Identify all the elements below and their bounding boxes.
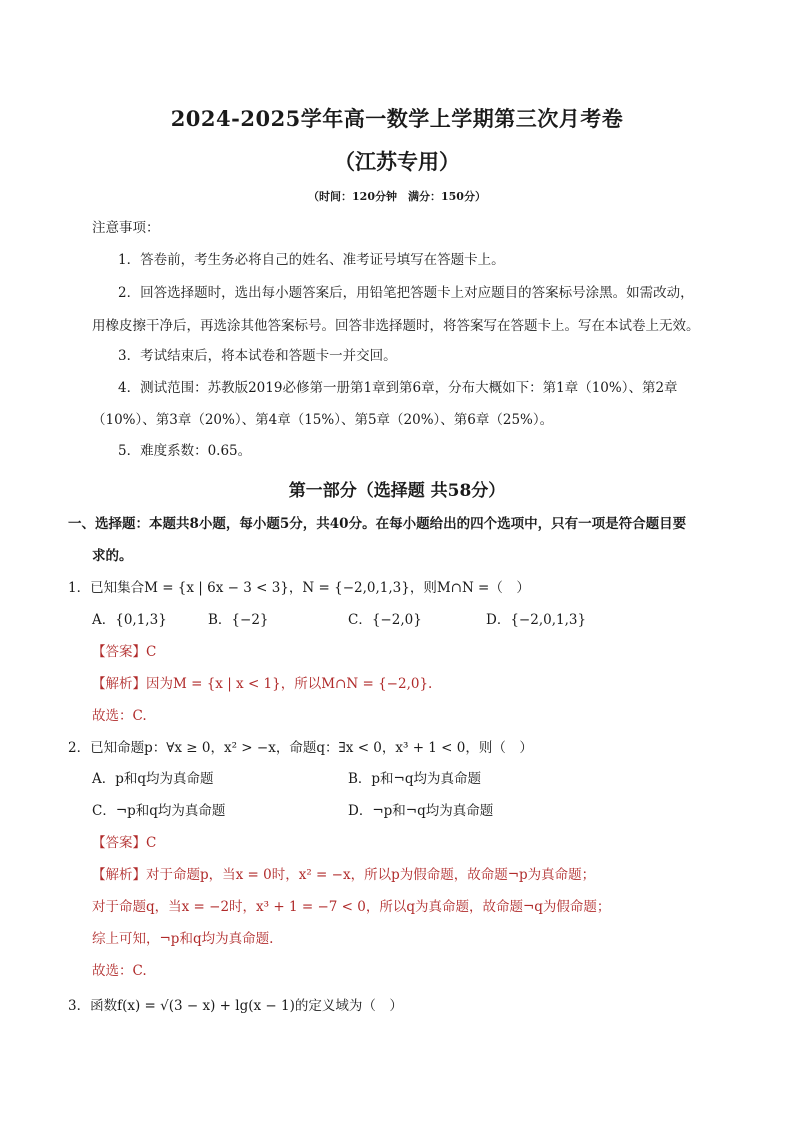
question-1-analysis: 【解析】因为M = {x | x < 1}，所以M∩N = {−2,0}. [92,676,433,692]
question-1-option-b: B．{−2} [208,612,269,628]
exam-title: 2024-2025学年高一数学上学期第三次月考卷 [170,106,624,131]
note-item: 4．测试范围：苏教版2019必修第一册第1章到第6章，分布大概如下：第1章（10%）、第2章 [118,380,678,396]
note-item: （10%）、第3章（20%）、第4章（15%）、第5章（20%）、第6章（25%）。 [92,412,554,428]
note-item: 5．难度系数：0.65。 [118,443,252,459]
question-1-answer: 【答案】C [92,644,157,660]
exam-subtitle: （江苏专用） [334,149,460,174]
note-item: 2．回答选择题时，选出每小题答案后，用铅笔把答题卡上对应题目的答案标号涂黑。如需改动， [118,285,694,301]
part1-instruction: 一、选择题：本题共8小题，每小题5分，共40分。在每小题给出的四个选项中，只有一项是符合题目要 [68,516,687,532]
question-2-analysis-2: 对于命题q，当x = −2时，x³ + 1 = −7 < 0，所以q为真命题，故命题¬q为假命题； [92,899,611,915]
question-1-stem: 1．已知集合M = {x | 6x − 3 < 3}，N = {−2,0,1,3}，则M∩N =（ ） [68,580,530,596]
question-2-option-a: A．p和q均为真命题 [92,771,214,787]
question-2-stem: 2．已知命题p：∀x ≥ 0，x² > −x，命题q：∃x < 0，x³ + 1 < 0，则（ ） [68,740,533,756]
exam-meta: （时间：120分钟 满分：150分） [308,190,486,203]
question-2-conclusion: 故选：C. [92,963,147,979]
note-item: 3．考试结束后，将本试卷和答题卡一并交回。 [118,348,397,364]
question-2-option-d: D．¬p和¬q均为真命题 [348,803,494,819]
question-2-option-c: C．¬p和q均为真命题 [92,803,226,819]
question-1-conclusion: 故选：C. [92,708,147,724]
part1-instruction-cont: 求的。 [92,548,133,564]
question-2-option-b: B．p和¬q均为真命题 [348,771,482,787]
note-item: 1．答卷前，考生务必将自己的姓名、准考证号填写在答题卡上。 [118,252,505,268]
notes-heading: 注意事项： [92,220,160,236]
part1-heading: 第一部分（选择题 共58分） [288,481,506,501]
note-item: 用橡皮擦干净后，再选涂其他答案标号。回答非选择题时，将答案写在答题卡上。写在本试卷上无效。 [92,318,700,334]
question-1-option-a: A．{0,1,3} [92,612,167,628]
question-2-answer: 【答案】C [92,835,157,851]
question-2-analysis-1: 【解析】对于命题p，当x = 0时，x² = −x，所以p为假命题，故命题¬p为真命题； [92,867,596,883]
question-2-analysis-3: 综上可知，¬p和q均为真命题. [92,931,274,947]
question-1-option-c: C．{−2,0} [348,612,422,628]
question-3-stem: 3．函数f(x) = √(3 − x) + lg(x − 1)的定义域为（ ） [68,998,403,1014]
question-1-option-d: D．{−2,0,1,3} [486,612,587,628]
